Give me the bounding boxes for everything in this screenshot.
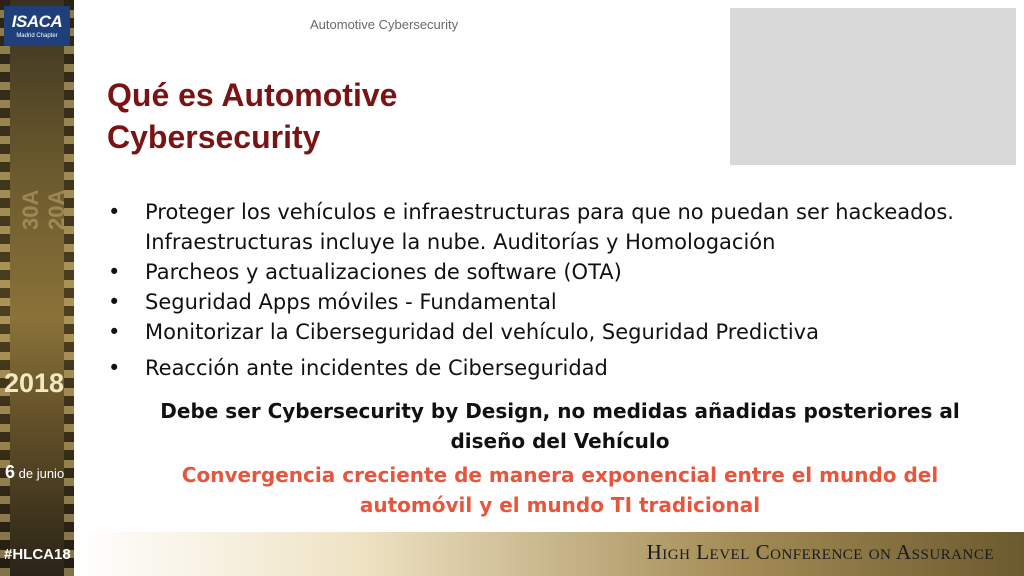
bullet-marker: • [108,356,121,380]
film-strip-text: 30A 20A [18,189,69,230]
logo-name: ISACA [11,12,63,31]
bullet-marker: • [108,260,121,284]
film-perforation-right [64,0,74,576]
bullet-item [108,257,988,287]
bullet-marker: • [108,290,121,314]
bullet-text: Parcheos y actualizaciones de software (OTA) [145,260,622,284]
bullet-text: Proteger los vehículos e infraestructuras para que no puedan ser hackeados. Infraestructuras incluye la nube. Auditorías y Homologación [145,200,954,254]
event-date-day: 6 [5,462,16,482]
conference-name: High Level Conference on Assurance [646,540,994,564]
film-perforation-left [0,0,10,576]
image-placeholder [730,8,1016,165]
bullet-item [108,197,988,257]
bullet-text: Reacción ante incidentes de Ciberseguridad [145,356,608,380]
film-strip-sidebar [0,0,74,576]
bullet-marker: • [108,320,121,344]
logo-chapter: Madrid Chapter [16,33,58,39]
slide-title: Qué es Automotive Cybersecurity [107,77,398,155]
convergence-note: Convergencia creciente de manera exponencial entre el mundo del automóvil y el mundo TI tradicional [181,463,939,517]
event-hashtag: #HLCA18 [4,546,71,563]
slide-topic: Automotive Cybersecurity [310,17,459,32]
bullet-text: Monitorizar la Ciberseguridad del vehículo, Seguridad Predictiva [145,320,819,344]
isaca-logo [4,6,70,46]
event-date-month: de junio [18,466,65,481]
bullet-item [108,353,988,383]
event-year: 2018 [4,368,65,398]
bullet-marker: • [108,200,121,224]
bullet-item [108,287,988,317]
bullet-text: Seguridad Apps móviles - Fundamental [145,290,557,314]
bullet-list [108,197,988,383]
event-date [5,462,74,483]
design-note: Debe ser Cybersecurity by Design, no medidas añadidas posteriores al diseño del Vehículo [160,399,960,453]
bullet-item [108,317,988,347]
